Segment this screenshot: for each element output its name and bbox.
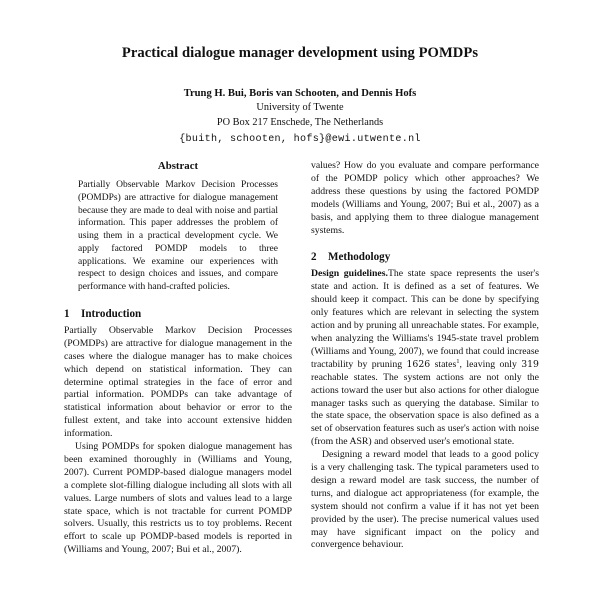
author-list: Trung H. Bui, Boris van Schooten, and Dennis Hofs bbox=[183, 88, 417, 100]
abstract-heading: Abstract bbox=[157, 160, 199, 172]
paragraph-runin-heading: Design guidelines. bbox=[311, 268, 388, 280]
section-title: Methodology bbox=[328, 251, 391, 264]
section-heading-introduction bbox=[64, 308, 292, 320]
paragraph-design-guidelines bbox=[311, 268, 539, 449]
abstract-text: Partially Observable Markov Decision Processes (POMDPs) are attractive for dialogue management because they are made to deal with noise and partial information. This paper addresses the problem of using them in a practical development cycle. We apply factored POMDP models to three applications. We examine our experiences with respect to design choices and issues, and compare performance with hand-crafted policies. bbox=[78, 180, 278, 293]
left-column bbox=[64, 160, 292, 600]
address: PO Box 217 Enschede, The Netherlands bbox=[216, 117, 384, 129]
reachable-states-count: 319 bbox=[521, 358, 539, 370]
paragraph-text-part: states bbox=[430, 358, 457, 370]
section-number: 2 bbox=[311, 251, 317, 264]
footnote-marker: 1 bbox=[456, 357, 460, 365]
paragraph-text-part: , leaving only bbox=[459, 358, 522, 370]
affiliation: University of Twente bbox=[256, 102, 344, 114]
section-title: Introduction bbox=[81, 307, 142, 320]
paragraph: Designing a reward model that leads to a good policy is a very challenging task. The typical parameters used to design a reward model are task success, the number of turns, and dialogue act appropriateness (for example, the system should not confirm a value if it has not yet been provided by the user). The precise numerical values used may have significant impact on the policy and convergence behaviour. bbox=[311, 449, 539, 551]
email-address: {buith, schooten, hofs}@ewi.utwente.nl bbox=[179, 134, 421, 146]
paragraph: Using POMDPs for spoken dialogue management has been examined thoroughly in (Williams and Young, 2007). Current POMDP-based dialogue managers model a complete slot-filling dialogue including all slots with all values. Large numbers of slots and values lead to a large state space, which is not tractable for current POMDP solvers. Usually, this restricts us to toy problems. Recent effort to scale up POMDP-based models is reported in (Williams and Young, 2007; Bui et al., 2007). bbox=[64, 441, 292, 556]
right-column bbox=[311, 160, 539, 600]
section-number: 1 bbox=[64, 307, 70, 320]
paragraph: values? How do you evaluate and compare performance of the POMDP policy which other approaches? We address these questions by using the factored POMDP models (Williams and Young, 2007; Bui et al., 2007) as a basis, and applying them to three dialogue management systems. bbox=[311, 160, 539, 236]
two-column-body bbox=[64, 160, 539, 600]
title-block bbox=[64, 0, 536, 147]
paragraph-text-part: The state space represents the user's state and action. It is defined as a set of features. We should keep it compact. This can be done by specifying only features which are relevant in selecting the system action and by pruning all unreachable states. For example, when analyzing the Williams's 1945-state travel problem (Williams and Young, 2007), we found that could increase tractability by pruning bbox=[311, 268, 539, 370]
paragraph-text-part: reachable states. The system actions are not only the actions toward the user but also actions for other dialogue manager tasks such as querying the database. Similar to the state space, the observation space is also defined as a set of observation features such as user's action with noise (from the ASR) and observed user's emotional state. bbox=[311, 371, 539, 448]
paragraph: Partially Observable Markov Decision Processes (POMDPs) are attractive for dialogue management in the cases where the dialogue manager has to make choices which depend on statistical information. They can determine optimal strategies in the face of error and partial information. POMDPs can take advantage of statistical information about behavior or error to the fullest extent, and take into account extensive hidden information. bbox=[64, 324, 292, 440]
abstract-section bbox=[64, 160, 292, 294]
section-heading-methodology bbox=[311, 251, 539, 263]
pruned-states-count: 1626 bbox=[406, 358, 431, 370]
page-title: Practical dialogue manager development using POMDPs bbox=[121, 45, 479, 61]
